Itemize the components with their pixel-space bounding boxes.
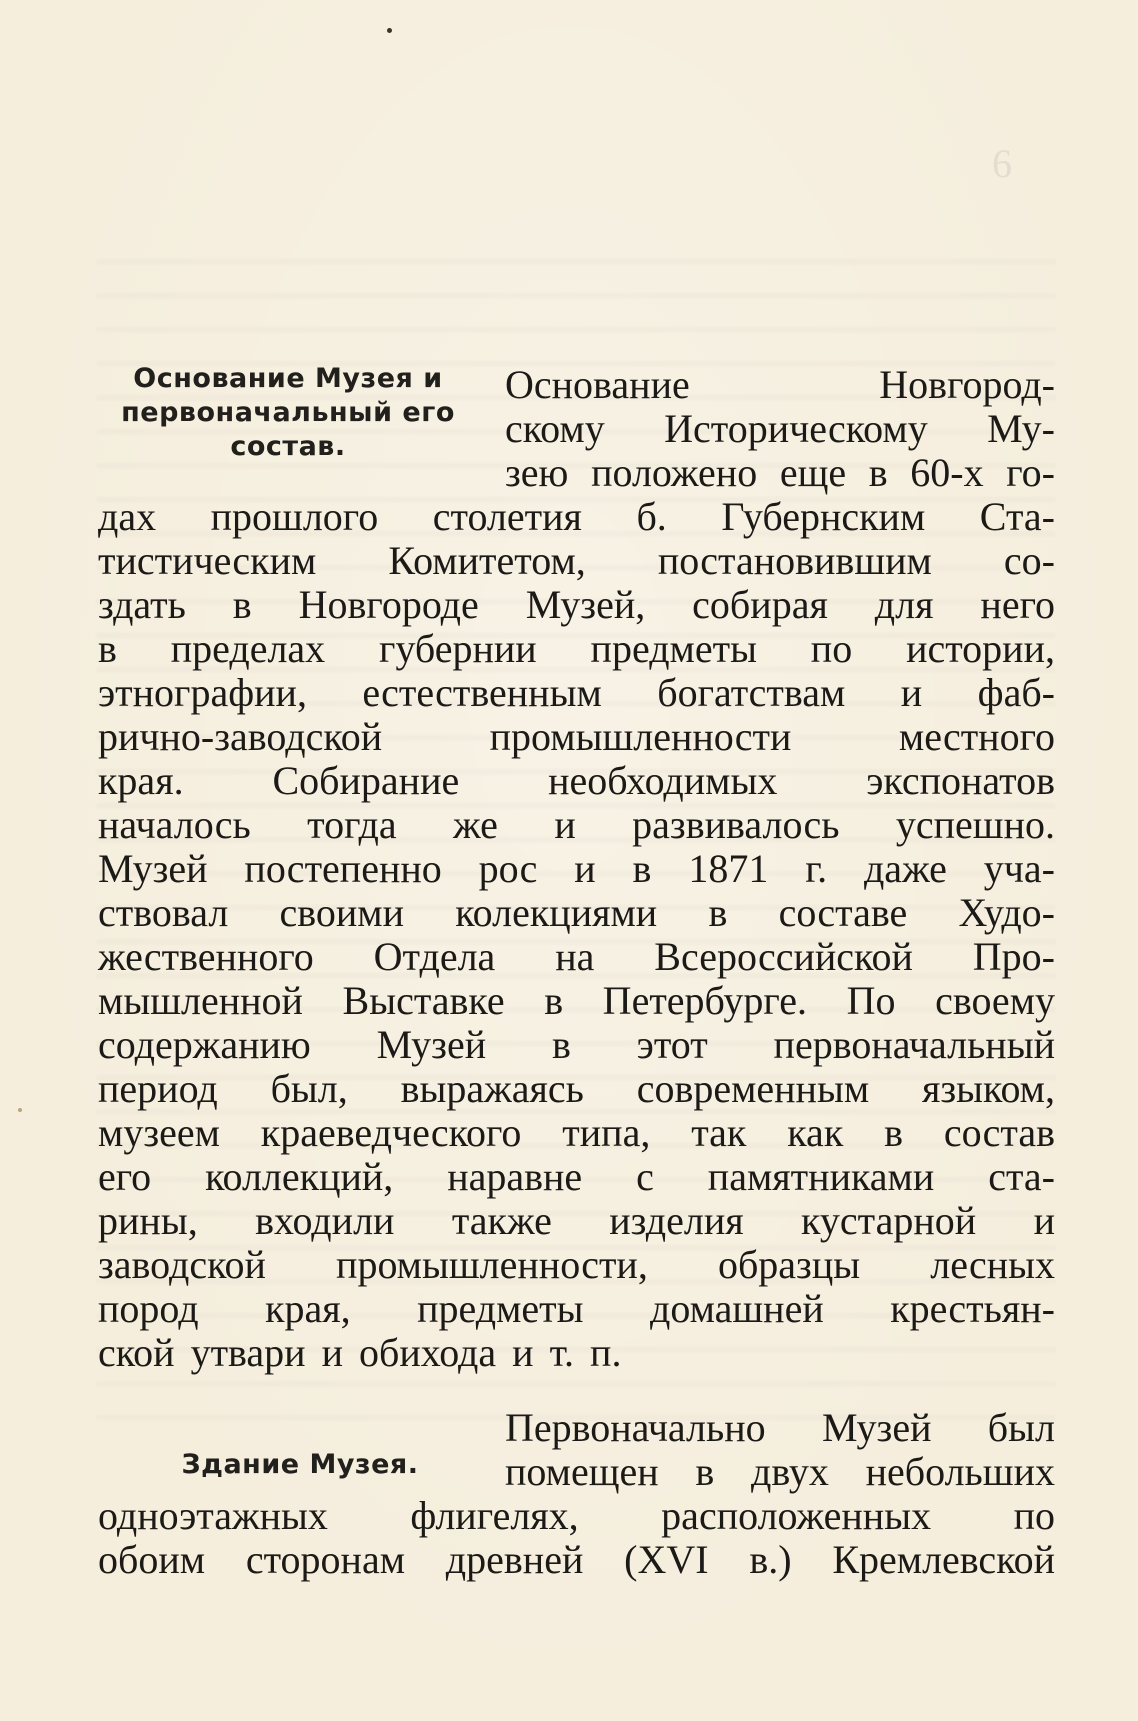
text-line: края. Собирание необходимых экспонатов — [98, 758, 1055, 803]
ink-speck — [387, 28, 392, 33]
text-line: помещен в двух небольших — [505, 1449, 1055, 1494]
text-line: мышленной Выставке в Петербурге. По своему — [98, 978, 1055, 1023]
text-line: Музей постепенно рос и в 1871 г. даже уча- — [98, 846, 1055, 891]
text-line: музеем краеведческого типа, так как в состав — [98, 1110, 1055, 1155]
text-line: тистическим Комитетом, постановившим со- — [98, 538, 1055, 583]
text-line: пород края, предметы домашней крестьян- — [98, 1286, 1055, 1331]
marginal-heading-founding — [90, 362, 486, 464]
marginal-heading-line: Основание Музея и — [133, 363, 443, 394]
text-line: дах прошлого столетия б. Губернским Ста- — [98, 494, 1055, 539]
text-line: рины, входили также изделия кустарной и — [98, 1198, 1055, 1243]
marginal-heading-line: Здание Музея. — [181, 1449, 419, 1480]
text-line: скому Историческому Му- — [505, 406, 1055, 451]
text-line: период был, выражаясь современным языком, — [98, 1066, 1055, 1111]
text-line: ствовал своими колекциями в составе Худо- — [98, 890, 1055, 935]
text-line: этнографии, естественным богатствам и фаб- — [98, 670, 1055, 715]
text-line: одноэтажных флигелях, расположенных по — [98, 1493, 1055, 1538]
text-line: жественного Отдела на Всероссийской Про- — [98, 934, 1055, 979]
text-line: ской утвари и обихода и т. п. — [98, 1330, 622, 1375]
text-line: заводской промышленности, образцы лесных — [98, 1242, 1055, 1287]
text-line: обоим сторонам древней (XVI в.) Кремлевской — [98, 1537, 1055, 1582]
paper-speck — [18, 1108, 22, 1112]
text-line: началось тогда же и развивалось успешно. — [98, 802, 1055, 847]
marginal-heading-line: первоначальный его — [121, 397, 455, 428]
marginal-heading-line: состав. — [230, 431, 346, 462]
text-line: в пределах губернии предметы по истории, — [98, 626, 1055, 671]
text-line: Основание Новгород- — [505, 362, 1055, 407]
text-line: зею положено еще в 60-х го- — [505, 450, 1055, 495]
text-line: рично-заводской промышленности местного — [98, 714, 1055, 759]
text-line: содержанию Музей в этот первоначальный — [98, 1022, 1055, 1067]
text-line: здать в Новгороде Музей, собирая для него — [98, 582, 1055, 627]
marginal-heading-building — [150, 1448, 450, 1482]
bleed-through-page-number: 6 — [992, 141, 1012, 186]
text-line: его коллекций, наравне с памятниками ста- — [98, 1154, 1055, 1199]
text-line: Первоначально Музей был — [505, 1405, 1055, 1450]
